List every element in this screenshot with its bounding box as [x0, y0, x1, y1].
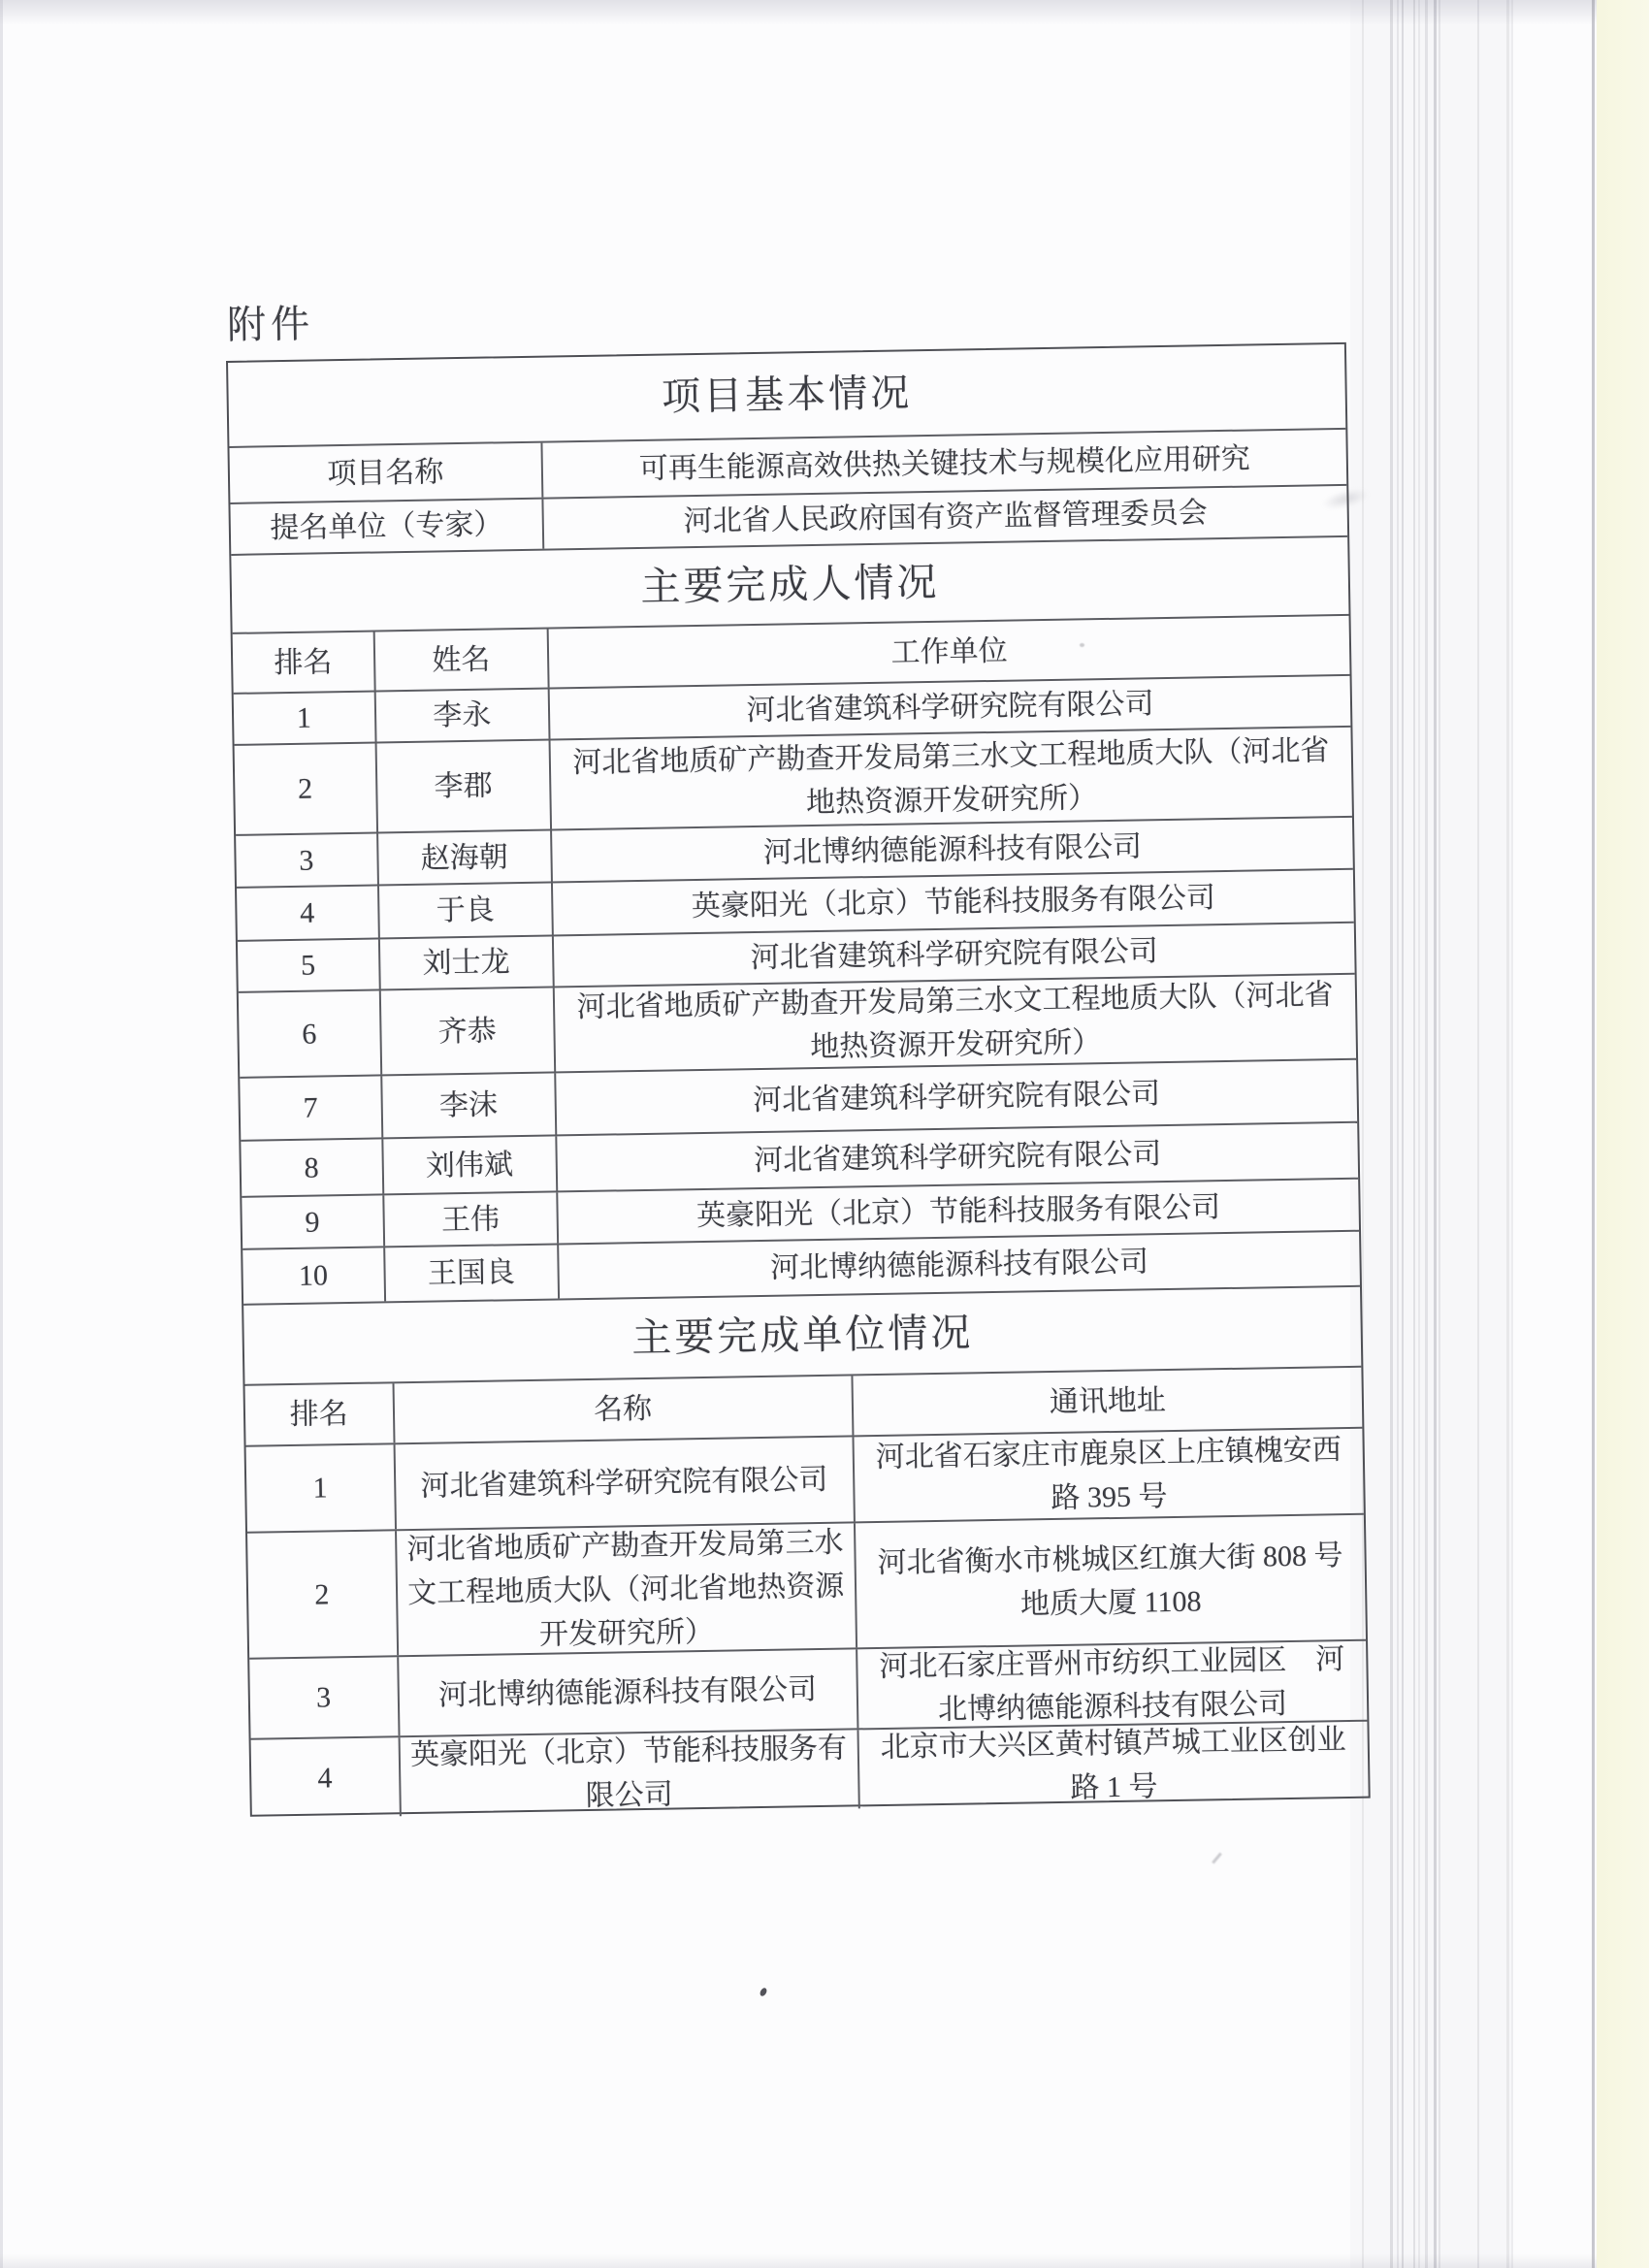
paper-bottom-edge-shadow	[0, 2254, 1649, 2268]
attachment-label: 附件	[226, 302, 315, 347]
project-name-label-cell: 项目名称	[327, 455, 444, 490]
rank-header-cell: 排名	[289, 1398, 349, 1432]
completers-section-title: 主要完成人情况	[640, 559, 940, 609]
rank-header-cell: 排名	[274, 645, 333, 679]
work-unit-cell: 河北省建筑科学研究院有限公司	[552, 923, 1355, 987]
unit-name-cell: 英豪阳光（北京）节能科技服务有限公司	[398, 1730, 858, 1816]
unit-address-header-cell: 通讯地址	[851, 1368, 1362, 1436]
project-name-value-cell: 可再生能源高效供热关键技术与规模化应用研究	[540, 430, 1346, 498]
work-unit-header-cell: 工作单位	[547, 616, 1350, 688]
work-unit-cell: 河北省建筑科学研究院有限公司	[555, 1123, 1358, 1191]
scan-streak	[1402, 0, 1404, 2268]
paper-left-edge-line	[0, 0, 3, 2268]
rank-cell: 2	[314, 1577, 330, 1611]
scan-streak	[1511, 0, 1513, 2268]
scan-tick-mark	[1212, 1853, 1222, 1864]
rank-cell: 3	[299, 844, 314, 877]
name-cell: 李永	[373, 690, 548, 742]
unit-name-cell: 河北博纳德能源科技有限公司	[397, 1649, 857, 1735]
completer-row	[235, 726, 1352, 834]
rank-cell: 6	[302, 1018, 317, 1051]
name-cell: 王伟	[382, 1192, 557, 1246]
name-cell: 赵海朝	[376, 831, 551, 885]
paper-top-edge-shadow	[0, 0, 1649, 25]
name-cell: 齐恭	[378, 988, 554, 1075]
scan-streak	[1434, 0, 1437, 2268]
name-cell: 李沫	[380, 1073, 555, 1137]
scan-streak	[1390, 0, 1393, 2268]
unit-address-cell: 河北省衡水市桃城区红旗大街 808 号地质大厦 1108	[854, 1515, 1366, 1648]
name-cell: 于良	[377, 884, 552, 938]
unit-name-header-cell: 名称	[392, 1376, 852, 1442]
rank-cell: 4	[299, 896, 315, 929]
unit-address-cell: 北京市大兴区黄村镇芦城工业区创业路 1 号	[857, 1722, 1368, 1809]
rank-cell: 5	[300, 949, 316, 982]
scan-streak	[1362, 0, 1364, 2268]
nominator-label-cell: 提名单位（专家）	[270, 508, 503, 545]
work-unit-cell: 河北博纳德能源科技有限公司	[557, 1232, 1360, 1299]
units-section-title: 主要完成单位情况	[630, 1310, 974, 1361]
rank-cell: 10	[298, 1259, 329, 1292]
scan-streak	[1506, 0, 1509, 2268]
work-unit-cell: 英豪阳光（北京）节能科技服务有限公司	[556, 1180, 1359, 1244]
paper-right-edge-line	[1592, 0, 1595, 2268]
rank-cell: 2	[297, 772, 313, 805]
unit-address-cell: 河北省石家庄市鹿泉区上庄镇槐安西路 395 号	[852, 1429, 1364, 1522]
work-unit-cell: 河北省地质矿产勘查开发局第三水文工程地质大队（河北省地热资源开发研究所）	[548, 728, 1351, 829]
unit-row	[247, 1513, 1366, 1658]
rank-cell: 4	[317, 1762, 333, 1795]
scan-streak	[1418, 0, 1420, 2268]
scan-streak	[1397, 0, 1399, 2268]
unit-address-cell: 河北石家庄晋州市纺织工业园区 河北博纳德能源科技有限公司	[856, 1641, 1367, 1729]
ink-speck	[759, 1987, 767, 1997]
rank-cell: 3	[315, 1681, 332, 1714]
name-cell: 刘士龙	[377, 937, 552, 989]
work-unit-cell: 英豪阳光（北京）节能科技服务有限公司	[551, 870, 1354, 935]
paper-right-cream-strip	[1597, 0, 1649, 2268]
work-unit-cell: 河北省建筑科学研究院有限公司	[554, 1060, 1357, 1135]
scan-wash-band	[1350, 0, 1513, 2268]
work-unit-cell: 河北博纳德能源科技有限公司	[550, 818, 1353, 882]
rank-cell: 7	[303, 1091, 318, 1124]
name-cell: 刘伟斌	[381, 1136, 556, 1193]
unit-name-cell: 河北省地质矿产勘查开发局第三水文工程地质大队（河北省地热资源开发研究所）	[395, 1523, 856, 1655]
name-cell: 李郡	[374, 741, 550, 832]
work-unit-cell: 河北省地质矿产勘查开发局第三水文工程地质大队（河北省地热资源开发研究所）	[553, 975, 1356, 1072]
name-header-cell: 姓名	[372, 630, 547, 691]
table-title: 项目基本情况	[661, 371, 913, 419]
rank-cell: 8	[304, 1151, 319, 1184]
unit-row	[251, 1720, 1369, 1819]
rank-cell: 1	[296, 701, 312, 734]
scan-streak	[1439, 0, 1440, 2268]
scan-streak	[1413, 0, 1415, 2268]
scan-streak	[1425, 0, 1428, 2268]
nominator-value-cell: 河北省人民政府国有资产监督管理委员会	[541, 486, 1347, 549]
unit-name-cell: 河北省建筑科学研究院有限公司	[393, 1437, 854, 1529]
scan-streak	[1477, 0, 1479, 2268]
project-info-table	[226, 342, 1371, 1817]
work-unit-cell: 河北省建筑科学研究院有限公司	[548, 676, 1351, 739]
rank-cell: 1	[312, 1472, 328, 1505]
rank-cell: 9	[305, 1206, 320, 1239]
name-cell: 王国良	[383, 1245, 558, 1301]
